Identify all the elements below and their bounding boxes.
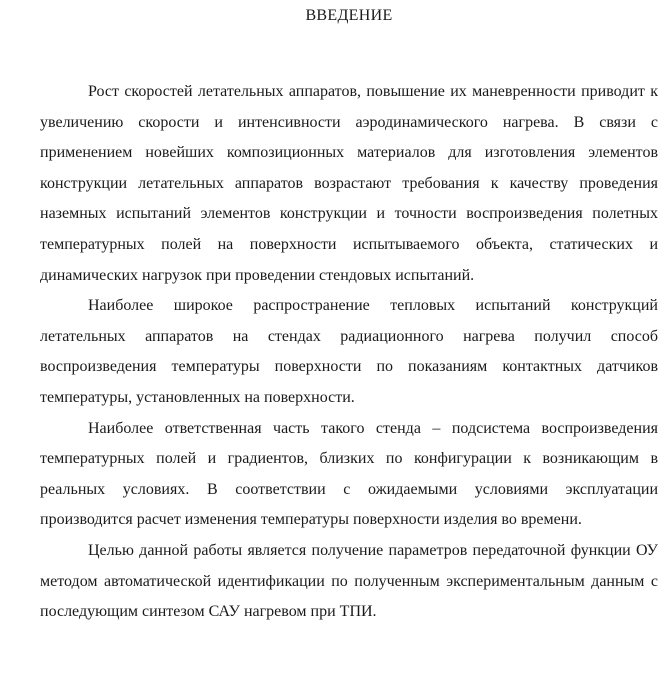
paragraph-3: Наиболее ответственная часть такого стенда – подсистема воспроизведения температурных полей и градиентов, близких по конфигурации к возникающим в реальных условиях. В соответствии с ожидаемыми условиями эксплуатации производится расчет изменения температуры поверхности изделия во времени. — [40, 419, 658, 529]
document-page — [40, 0, 658, 628]
paragraph-4: Целью данной работы является получение параметров передаточной функции ОУ методом автоматической идентификации по полученным экспериментальным данным с последующим синтезом САУ нагревом при ТПИ. — [40, 541, 658, 621]
paragraph-2: Наиболее широкое распространение тепловых испытаний конструкций летательных аппаратов на стендах радиационного нагрева получил способ воспроизведения температуры поверхности по показаниям контактных датчиков температуры, установленных на поверхности. — [40, 297, 658, 406]
document-body — [40, 77, 658, 628]
page-title: ВВЕДЕНИЕ — [305, 7, 393, 24]
paragraph-1: Рост скоростей летательных аппаратов, повышение их маневренности приводит к увеличению скорости и интенсивности аэродинамического нагрева. В связи с применением новейших композиционных материалов для изготовления элементов конструкции летательных аппаратов возрастают требования к качеству проведения наземных испытаний элементов конструкции и точности воспроизведения полетных температурных полей на поверхности испытываемого объекта, статических и динамических нагрузок при проведении стендовых испытаний. — [40, 83, 658, 284]
